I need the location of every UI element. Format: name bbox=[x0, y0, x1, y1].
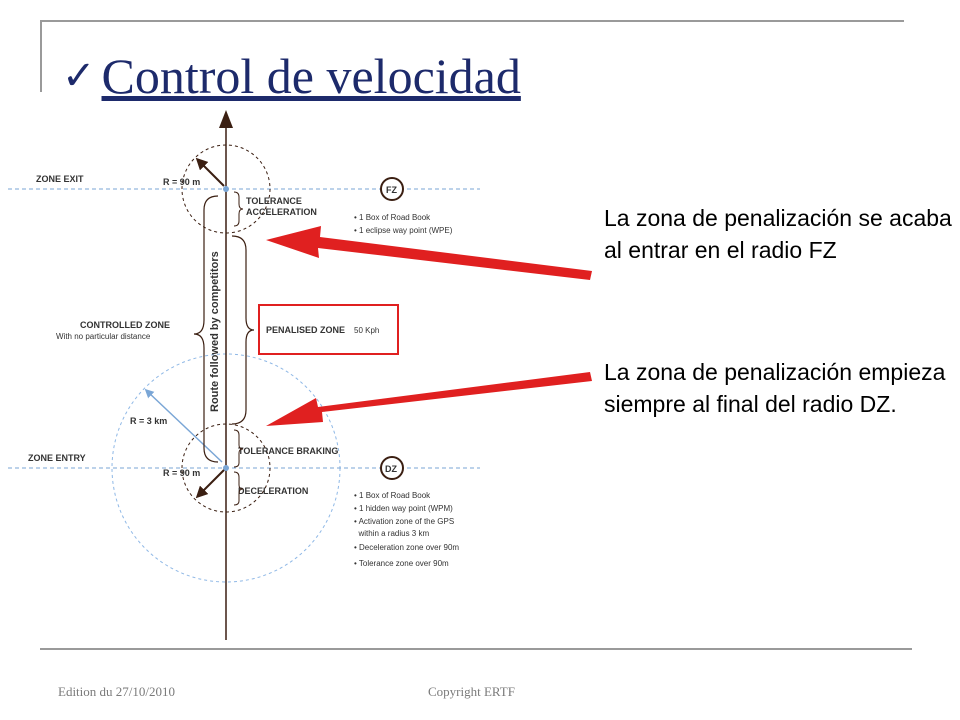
copyright-footer: Copyright ERTF bbox=[428, 684, 515, 699]
fz-center-point bbox=[223, 186, 229, 192]
fz-radius-arrow bbox=[200, 162, 224, 186]
penalised-speed-label: 50 Kph bbox=[354, 326, 380, 335]
penalised-zone-label: PENALISED ZONE bbox=[266, 325, 346, 335]
dz-explanation-text: La zona de penalización empieza siempre al final del radio DZ. bbox=[604, 359, 946, 417]
zone-exit-label: ZONE EXIT bbox=[36, 174, 84, 184]
fz-explanation-text: La zona de penalización se acaba al entrar en el radio FZ bbox=[604, 205, 952, 263]
dz-note-line: • 1 Box of Road Book bbox=[354, 491, 431, 500]
dz-note-line: • Deceleration zone over 90m bbox=[354, 543, 460, 552]
tolerance-label: TOLERANCE bbox=[246, 196, 302, 206]
tolerance-braking-label: TOLERANCE BRAKING bbox=[238, 446, 339, 456]
route-arrow-head bbox=[219, 110, 233, 128]
controlled-zone-sublabel: With no particular distance bbox=[56, 332, 151, 341]
dz-note-line: • Tolerance zone over 90m bbox=[354, 559, 449, 568]
deceleration-label: DECELERATION bbox=[238, 486, 309, 496]
dz-radius-arrow bbox=[200, 470, 224, 494]
acceleration-brace bbox=[234, 192, 243, 226]
route-label: Route followed by competitors bbox=[209, 251, 221, 412]
dz-note-line: within a radius 3 km bbox=[354, 529, 430, 538]
fz-note-line: • 1 eclipse way point (WPE) bbox=[354, 226, 453, 235]
radius-large-label: R = 3 km bbox=[130, 416, 168, 426]
acceleration-label: ACCELERATION bbox=[246, 207, 317, 217]
dz-note-line: • 1 hidden way point (WPM) bbox=[354, 504, 453, 513]
fz-note-line: • 1 Box of Road Book bbox=[354, 213, 431, 222]
radius-exit-label: R = 90 m bbox=[163, 177, 201, 187]
dz-marker-label: DZ bbox=[385, 464, 397, 474]
check-mark-icon: ✓ bbox=[62, 53, 96, 99]
slide-title[interactable]: Control de velocidad bbox=[101, 48, 521, 104]
penalised-zone-brace bbox=[232, 236, 254, 424]
dz-note-line: • Activation zone of the GPS bbox=[354, 517, 455, 526]
radius-entry-label: R = 90 m bbox=[163, 468, 201, 478]
fz-marker-label: FZ bbox=[386, 185, 397, 195]
edition-footer: Edition du 27/10/2010 bbox=[58, 684, 175, 699]
dz-pointer-arrow bbox=[266, 372, 592, 426]
controlled-zone-label: CONTROLLED ZONE bbox=[80, 320, 170, 330]
zone-entry-label: ZONE ENTRY bbox=[28, 453, 86, 463]
